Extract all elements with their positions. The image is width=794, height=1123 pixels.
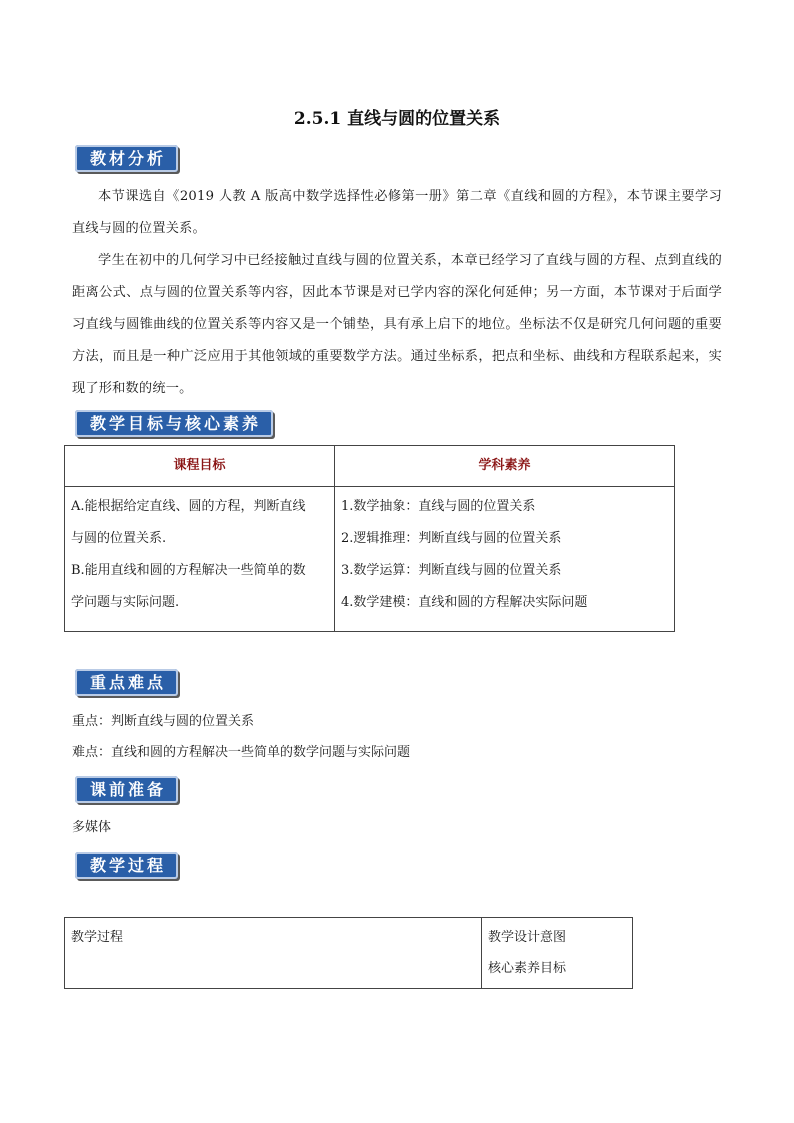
objectives-table <box>64 445 675 632</box>
section-badge-keypoints: 重点难点 <box>75 669 178 696</box>
process-left-cell <box>65 918 482 989</box>
process-table <box>64 917 633 989</box>
process-header: 教学过程 <box>71 930 124 945</box>
preparation-text: 多媒体 <box>72 820 112 835</box>
literacy-cell <box>335 487 675 632</box>
table-header-literacy: 学科素养 <box>335 446 675 487</box>
goals-cell <box>65 487 335 632</box>
section-badge-process: 教学过程 <box>75 852 178 879</box>
analysis-paragraph-1: 本节课选自《2019 人教 A 版高中数学选择性必修第一册》第二章《直线和圆的方程》，本节课主要学习直线与圆的位置关系。 <box>72 189 722 236</box>
literacy-item: 1.数学抽象：直线与圆的位置关系 <box>341 499 536 514</box>
difficult-point: 难点：直线和圆的方程解决一些简单的数学问题与实际问题 <box>72 745 411 760</box>
analysis-paragraph-2: 学生在初中的几何学习中已经接触过直线与圆的位置关系，本章已经学习了直线与圆的方程、点到直线的距离公式、点与圆的位置关系等内容，因此本节课是对已学内容的深化何延伸；另一方面，本节课对于后面学习直线与圆锥曲线的位置关系等内容又是一个铺垫，具有承上启下的地位。坐标法不仅是研究几何问题的重要方法，而且是一种广泛应用于其他领域的重要数学方法。通过坐标系，把点和坐标、曲线和方程联系起来，实现了形和数的统一。 <box>72 253 722 396</box>
section-badge-preparation: 课前准备 <box>75 776 178 803</box>
section-badge-objectives: 教学目标与核心素养 <box>75 410 273 437</box>
goal-line: 与圆的位置关系. <box>71 531 167 546</box>
goal-line: 学问题与实际问题. <box>71 595 180 610</box>
goal-line: A.能根据给定直线、圆的方程，判断直线 <box>71 499 306 514</box>
key-point: 重点：判断直线与圆的位置关系 <box>72 714 255 729</box>
literacy-item: 4.数学建模：直线和圆的方程解决实际问题 <box>341 595 588 610</box>
page-title: 2.5.1 直线与圆的位置关系 <box>293 109 501 129</box>
process-right-cell <box>482 918 633 989</box>
table-header-goals: 课程目标 <box>65 446 335 487</box>
literacy-item: 3.数学运算：判断直线与圆的位置关系 <box>341 563 562 578</box>
goal-line: B.能用直线和圆的方程解决一些简单的数 <box>71 563 306 578</box>
literacy-item: 2.逻辑推理：判断直线与圆的位置关系 <box>341 531 562 546</box>
literacy-goal-label: 核心素养目标 <box>488 961 567 976</box>
design-intent-label: 教学设计意图 <box>488 930 567 945</box>
section-badge-analysis: 教材分析 <box>75 145 178 172</box>
